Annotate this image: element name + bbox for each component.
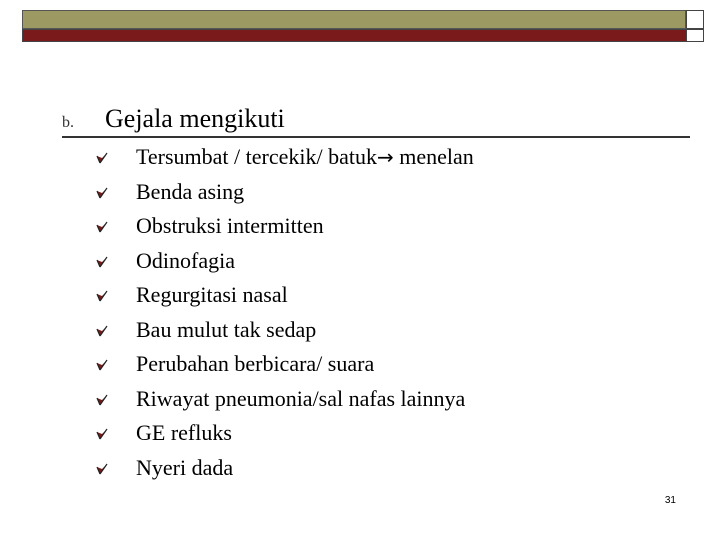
list-item [96, 313, 696, 348]
header-corner-square-bottom [686, 29, 704, 42]
list-item-text: Riwayat pneumonia/sal nafas lainnya [136, 385, 466, 411]
list-item [96, 382, 696, 417]
slide-number: 31 [664, 495, 676, 506]
header-decoration-band [22, 10, 704, 42]
checkmark-diamond-icon [96, 290, 108, 302]
list-item-text: GE refluks [136, 420, 232, 445]
slide-title: Gejala mengikuti [105, 104, 285, 133]
list-item-text [136, 144, 474, 170]
list-item-text: Nyeri dada [136, 454, 234, 480]
title-underline [62, 136, 690, 138]
slide-title-row [62, 104, 692, 138]
checkmark-diamond-icon [96, 152, 108, 164]
section-marker: b. [62, 114, 74, 131]
right-arrow-icon: → [377, 145, 394, 169]
header-band-red [22, 29, 704, 42]
header-corner-square [686, 10, 704, 42]
list-item [96, 416, 696, 451]
checkmark-diamond-icon [96, 428, 108, 440]
list-item [96, 140, 696, 175]
symptom-list [96, 140, 696, 485]
checkmark-diamond-icon [96, 463, 108, 475]
list-item-text: Obstruksi intermitten [136, 213, 324, 238]
list-item [96, 451, 696, 486]
list-item [96, 244, 696, 279]
header-corner-square-top [686, 10, 704, 29]
checkmark-diamond-icon [96, 325, 108, 337]
checkmark-diamond-icon [96, 394, 108, 406]
checkmark-diamond-icon [96, 187, 108, 199]
list-item-text: Perubahan berbicara/ suara [136, 351, 375, 376]
list-item-text: Regurgitasi nasal [136, 282, 288, 307]
checkmark-diamond-icon [96, 359, 108, 371]
list-item [96, 278, 696, 313]
list-item [96, 209, 696, 244]
list-item-text-suffix: menelan [393, 144, 474, 169]
list-item [96, 175, 696, 210]
list-item [96, 347, 696, 382]
checkmark-diamond-icon [96, 221, 108, 233]
list-item-text: Bau mulut tak sedap [136, 316, 317, 342]
checkmark-diamond-icon [96, 256, 108, 268]
list-item-text-main: Tersumbat / tercekik/ batuk [136, 144, 377, 169]
header-band-olive [22, 10, 686, 29]
list-item-text: Benda asing [136, 178, 245, 204]
list-item-text: Odinofagia [136, 247, 235, 273]
